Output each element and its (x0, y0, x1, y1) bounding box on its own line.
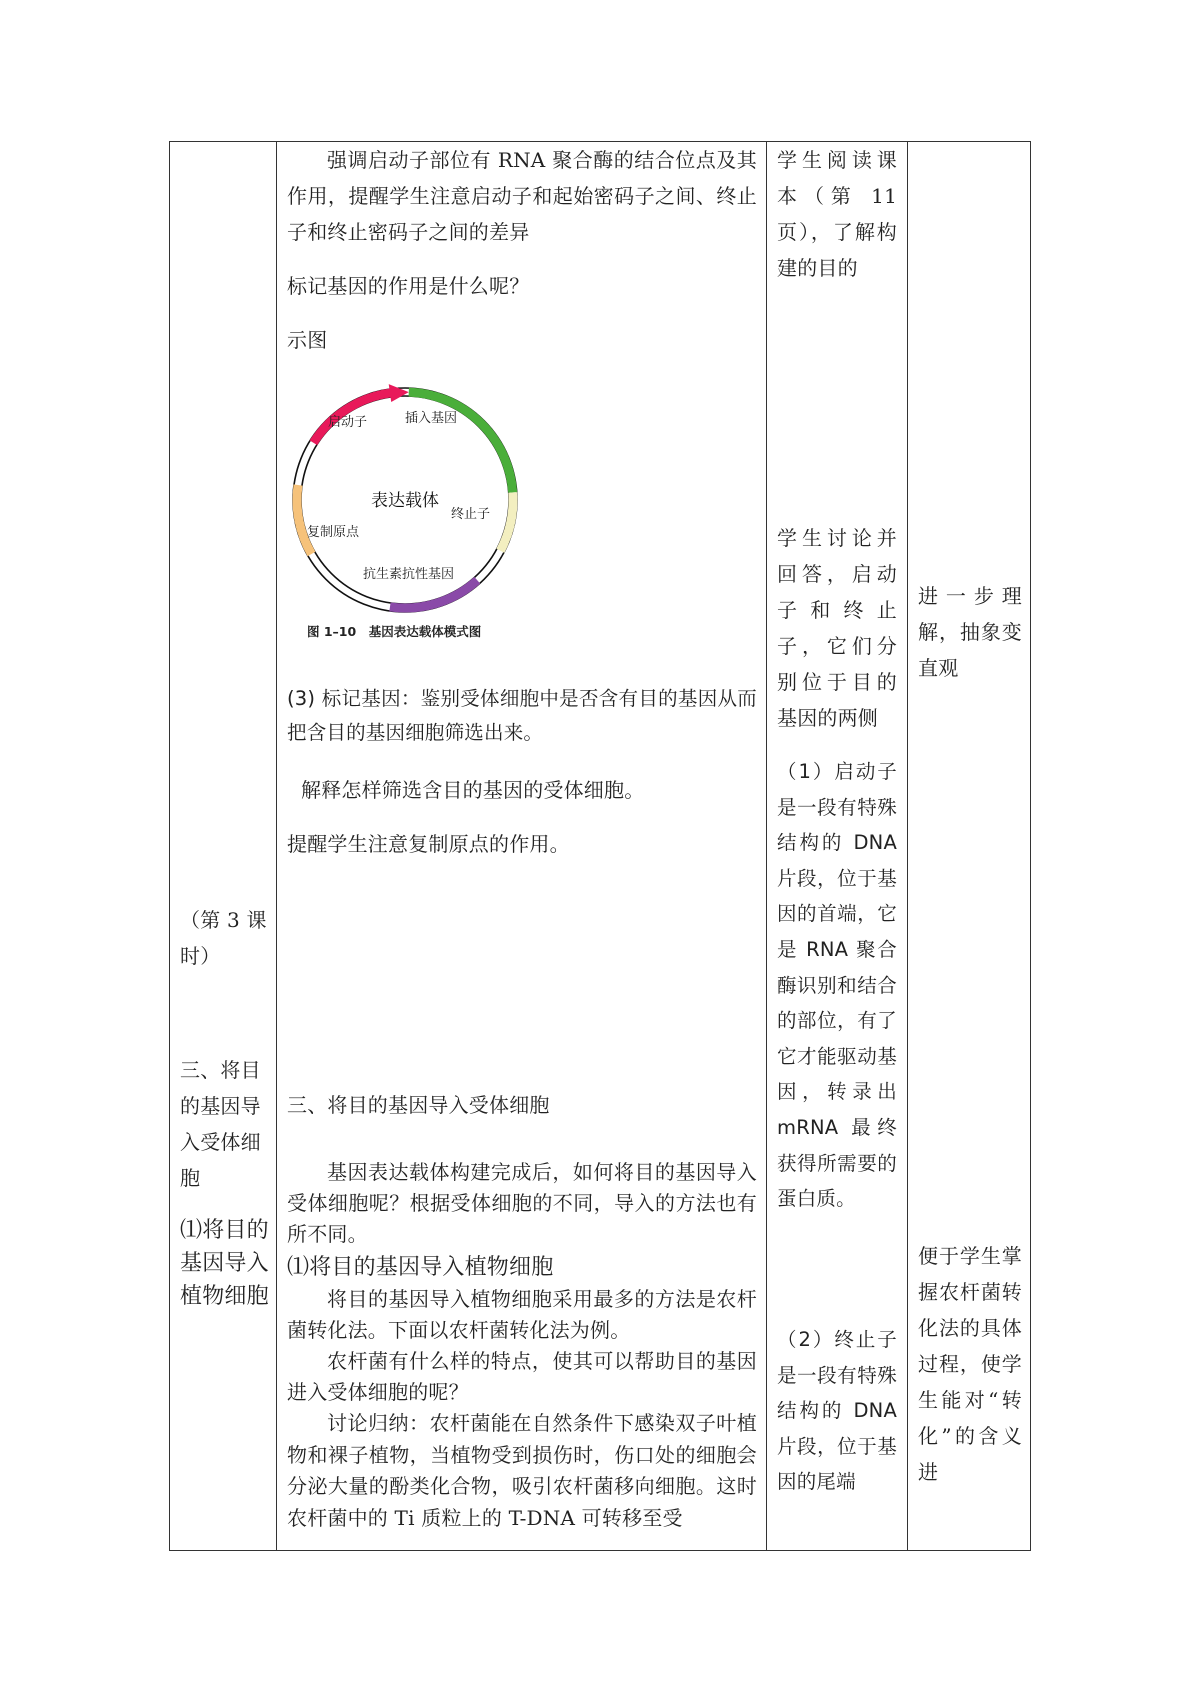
figure-caption: 图 1–10 基因表达载体模式图 (307, 624, 482, 639)
paragraph: 提醒学生注意复制原点的作用。 (287, 832, 570, 856)
paragraph: 基因表达载体构建完成后，如何将目的基因导入受体细胞呢？根据受体细胞的不同，导入的方法也有所不同。 (287, 1160, 757, 1246)
subsection-heading: ⑴将目的基因导入植物细胞 (287, 1255, 554, 1280)
paragraph: 强调启动子部位有 RNA 聚合酶的结合位点及其作用，提醒学生注意启动子和起始密码子之间、终止子和终止密码子之间的差异 (287, 148, 757, 244)
section-heading: 三、将目的基因导入受体细胞 (180, 1058, 261, 1190)
question: 标记基因的作用是什么呢？ (287, 274, 530, 298)
terminator-segment (500, 492, 513, 550)
paragraph: 讨论归纳：农杆菌能在自然条件下感染双子叶植物和裸子植物，当植物受到损伤时，伤口处的细胞会分泌大量的酚类化合物，吸引农杆菌移向细胞。这时农杆菌中的 Ti 质粒上的 T-DNA 可转移至受 (287, 1411, 757, 1530)
paragraph: 农杆菌有什么样的特点，使其可以帮助目的基因进入受体细胞的呢？ (287, 1349, 757, 1404)
promoter-arrow-icon (389, 384, 409, 402)
label-promoter: 启动子 (328, 415, 368, 430)
design-intent-text: 便于学生掌握农杆菌转化法的具体过程，使学生能对“转化”的含义进 (918, 1244, 1022, 1484)
student-activity-text: （1）启动子是一段有特殊结构的 DNA 片段，位于基因的首端，它是 RNA 聚合酶识别和结合的部位，有了它才能驱动基因，转录出 mRNA 最终获得所需要的蛋白质。 (777, 760, 897, 1211)
lesson-plan-table (169, 141, 1031, 1551)
insert-gene-segment (409, 392, 513, 492)
paragraph: 解释怎样筛选含目的基因的受体细胞。 (301, 778, 645, 802)
student-activity-text: 学生讨论并回答，启动子和终止子，它们分别位于目的基因的两侧 (777, 526, 897, 730)
label-ori: 复制原点 (307, 525, 360, 540)
lesson-label: （第 3 课时） (180, 908, 267, 968)
design-intent-text: 进一步理解，抽象变直观 (918, 584, 1022, 680)
column-stage (170, 142, 276, 1550)
paragraph: 将目的基因导入植物细胞采用最多的方法是农杆菌转化法。下面以农杆菌转化法为例。 (287, 1287, 757, 1342)
column-design-intent (908, 142, 1032, 1550)
ori-segment (297, 485, 311, 554)
paragraph: (3) 标记基因：鉴别受体细胞中是否含有目的基因从而把含目的基因细胞筛选出来。 (287, 687, 757, 744)
label-antibiotic: 抗生素抗性基因 (363, 567, 455, 582)
column-student-activity (767, 142, 907, 1550)
expression-vector-diagram (285, 378, 525, 653)
diagram-center-label: 表达载体 (371, 491, 439, 511)
label-insert-gene: 插入基因 (405, 411, 458, 426)
column-teacher-activity (277, 142, 766, 1550)
subsection-heading: ⑴将目的基因导入植物细胞 (180, 1218, 269, 1309)
antibiotic-gene-segment (390, 580, 477, 608)
section-heading: 三、将目的基因导入受体细胞 (287, 1093, 550, 1117)
student-activity-text: （2）终止子是一段有特殊结构的 DNA 片段，位于基因的尾端 (777, 1328, 897, 1494)
figure-intro: 示图 (287, 328, 328, 352)
label-terminator: 终止子 (451, 507, 491, 522)
student-activity-text: 学生阅读课本（第 11 页），了解构建的目的 (777, 148, 897, 280)
